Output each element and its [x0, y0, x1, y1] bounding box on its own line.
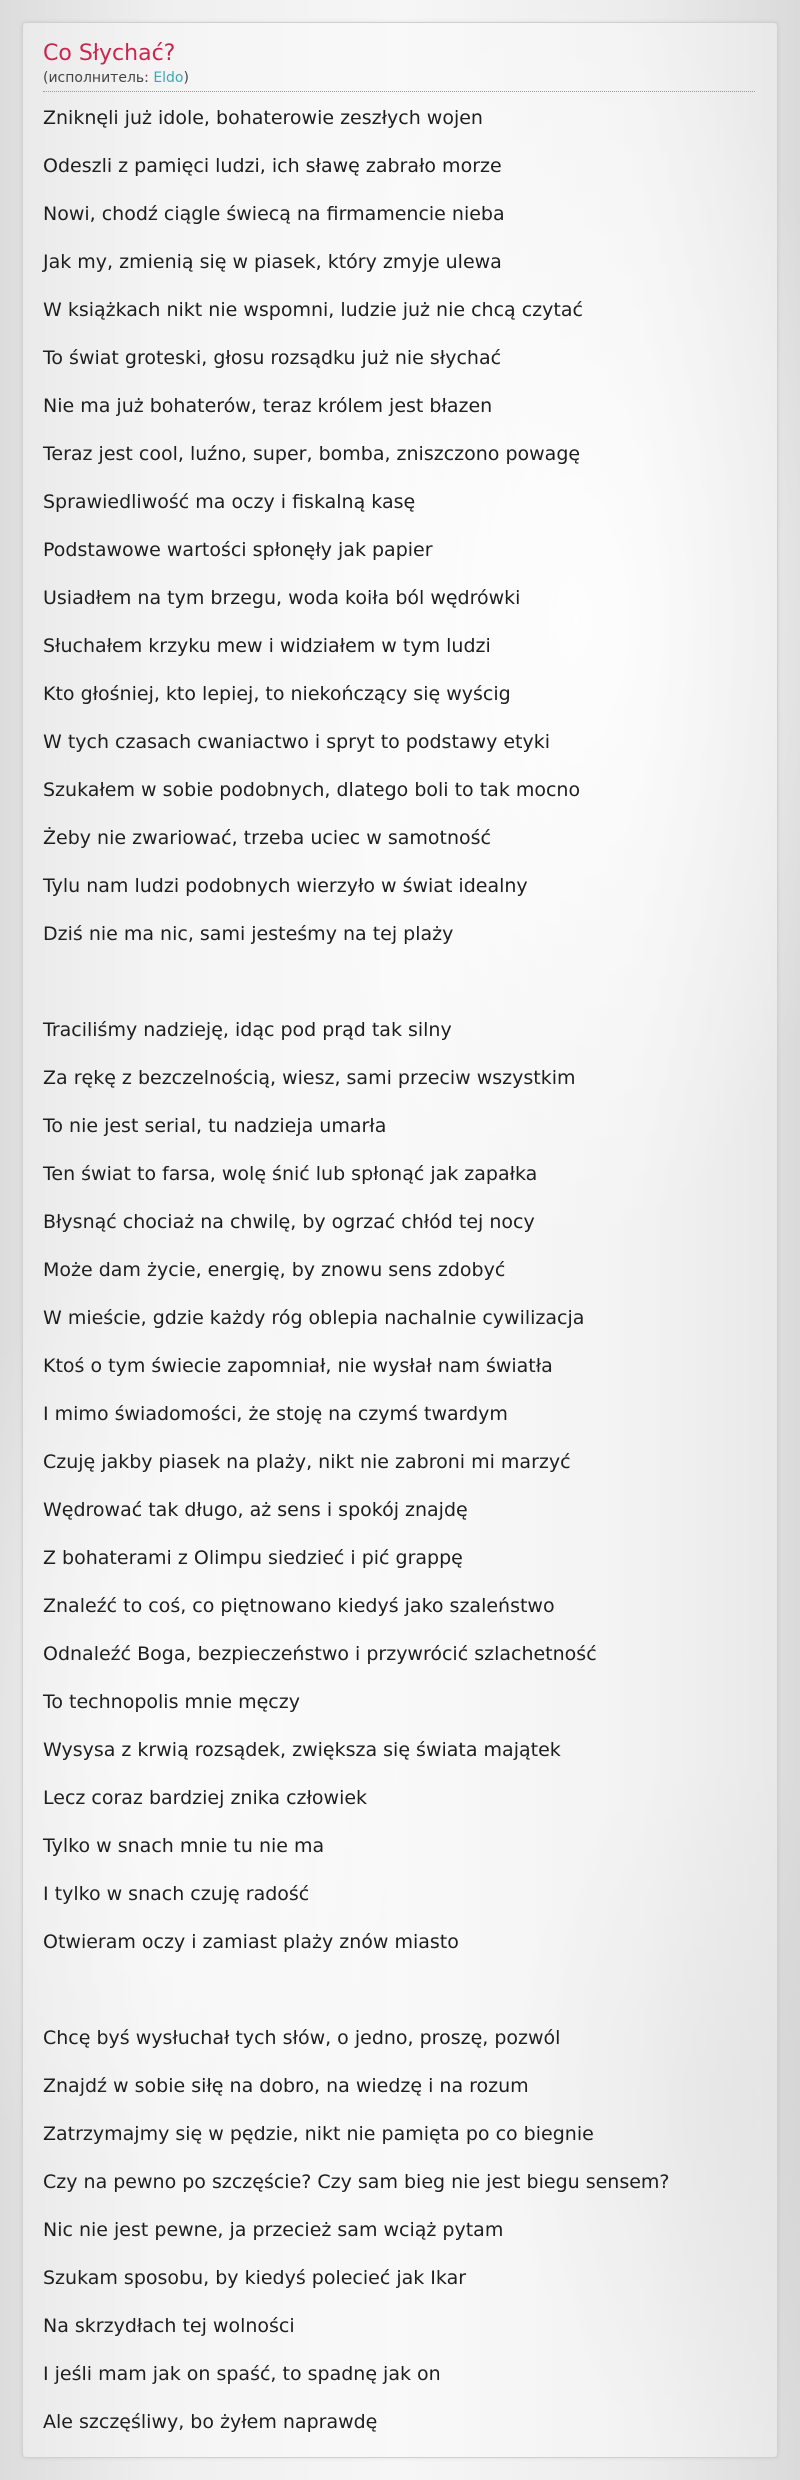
- lyric-line: Żeby nie zwariować, trzeba uciec w samotność: [43, 827, 492, 849]
- lyric-line: Może dam życie, energię, by znowu sens zdobyć: [43, 1259, 506, 1281]
- lyric-line: Sprawiedliwość ma oczy i fiskalną kasę: [43, 491, 416, 513]
- lyric-line: Słuchałem krzyku mew i widziałem w tym ludzi: [43, 635, 491, 657]
- artist-prefix: (исполнитель:: [43, 70, 154, 86]
- lyric-line: Czuję jakby piasek na plaży, nikt nie zabroni mi marzyć: [43, 1451, 571, 1473]
- lyrics-stanza: [43, 106, 755, 970]
- lyric-line: Ktoś o tym świecie zapomniał, nie wysłał nam światła: [43, 1355, 553, 1377]
- lyric-line: Lecz coraz bardziej znika człowiek: [43, 1787, 368, 1809]
- lyric-line: Zniknęli już idole, bohaterowie zeszłych wojen: [43, 107, 483, 129]
- lyric-line: Odeszli z pamięci ludzi, ich sławę zabrało morze: [43, 155, 502, 177]
- lyric-line: To świat groteski, głosu rozsądku już nie słychać: [43, 347, 502, 369]
- lyric-line: Za rękę z bezczelnością, wiesz, sami przeciw wszystkim: [43, 1067, 576, 1089]
- lyric-line: Błysnąć chociaż na chwilę, by ogrzać chłód tej nocy: [43, 1211, 535, 1233]
- lyric-line: Ale szczęśliwy, bo żyłem naprawdę: [43, 2411, 378, 2433]
- lyric-line: Wędrować tak długo, aż sens i spokój znajdę: [43, 1499, 468, 1521]
- lyric-line: Kto głośniej, kto lepiej, to niekończący się wyścig: [43, 683, 511, 705]
- lyric-line: Szukam sposobu, by kiedyś polecieć jak Ikar: [43, 2267, 467, 2289]
- lyric-line: Otwieram oczy i zamiast plaży znów miasto: [43, 1931, 459, 1953]
- lyric-line: Podstawowe wartości spłonęły jak papier: [43, 539, 433, 561]
- lyric-line: Nic nie jest pewne, ja przecież sam wciąż pytam: [43, 2219, 504, 2241]
- lyric-line: Usiadłem na tym brzegu, woda koiła ból wędrówki: [43, 587, 521, 609]
- lyric-line: Znajdź w sobie siłę na dobro, na wiedzę i na rozum: [43, 2075, 529, 2097]
- lyric-line: Odnaleźć Boga, bezpieczeństwo i przywrócić szlachetność: [43, 1643, 597, 1665]
- lyric-line: Jak my, zmienią się w piasek, który zmyje ulewa: [43, 251, 502, 273]
- lyric-line: To nie jest serial, tu nadzieja umarła: [43, 1115, 387, 1137]
- lyric-line: Czy na pewno po szczęście? Czy sam bieg nie jest biegu sensem?: [43, 2171, 670, 2193]
- song-title: Co Słychać?: [43, 41, 176, 66]
- lyric-line: I mimo świadomości, że stoję na czymś twardym: [43, 1403, 508, 1425]
- lyric-line: To technopolis mnie męczy: [43, 1691, 300, 1713]
- lyric-line: Ten świat to farsa, wolę śnić lub spłonąć jak zapałka: [43, 1163, 538, 1185]
- artist-credit: [43, 69, 189, 87]
- lyric-line: Nie ma już bohaterów, teraz królem jest błazen: [43, 395, 493, 417]
- song-header: [43, 39, 755, 92]
- lyric-line: I jeśli mam jak on spaść, to spadnę jak on: [43, 2363, 441, 2385]
- lyrics-stanza: [43, 2026, 755, 2458]
- lyric-line: Szukałem w sobie podobnych, dlatego boli to tak mocno: [43, 779, 581, 801]
- lyrics-body: [43, 106, 755, 2458]
- lyrics-card: [22, 22, 778, 2458]
- lyric-line: W tych czasach cwaniactwo i spryt to podstawy etyki: [43, 731, 551, 753]
- lyric-line: Nowi, chodź ciągle świecą na firmamencie nieba: [43, 203, 505, 225]
- lyric-line: W mieście, gdzie każdy róg oblepia nachalnie cywilizacja: [43, 1307, 585, 1329]
- lyric-line: Teraz jest cool, luźno, super, bomba, zniszczono powagę: [43, 443, 581, 465]
- lyric-line: Dziś nie ma nic, sami jesteśmy na tej plaży: [43, 923, 454, 945]
- lyric-line: Tylko w snach mnie tu nie ma: [43, 1835, 325, 1857]
- lyric-line: Zatrzymajmy się w pędzie, nikt nie pamięta po co biegnie: [43, 2123, 594, 2145]
- lyric-line: Traciliśmy nadzieję, idąc pod prąd tak silny: [43, 1019, 452, 1041]
- lyric-line: Chcę byś wysłuchał tych słów, o jedno, proszę, pozwól: [43, 2027, 561, 2049]
- lyrics-stanza: [43, 1018, 755, 1978]
- lyric-line: Znaleźć to coś, co piętnowano kiedyś jako szaleństwo: [43, 1595, 555, 1617]
- artist-suffix: ): [183, 70, 189, 86]
- lyric-line: Wysysa z krwią rozsądek, zwiększa się świata majątek: [43, 1739, 561, 1761]
- lyric-line: I tylko w snach czuję radość: [43, 1883, 310, 1905]
- lyric-line: Z bohaterami z Olimpu siedzieć i pić grappę: [43, 1547, 463, 1569]
- lyric-line: Na skrzydłach tej wolności: [43, 2315, 295, 2337]
- artist-link[interactable]: Eldo: [153, 70, 184, 86]
- lyric-line: W książkach nikt nie wspomni, ludzie już nie chcą czytać: [43, 299, 583, 321]
- lyric-line: Tylu nam ludzi podobnych wierzyło w świat idealny: [43, 875, 528, 897]
